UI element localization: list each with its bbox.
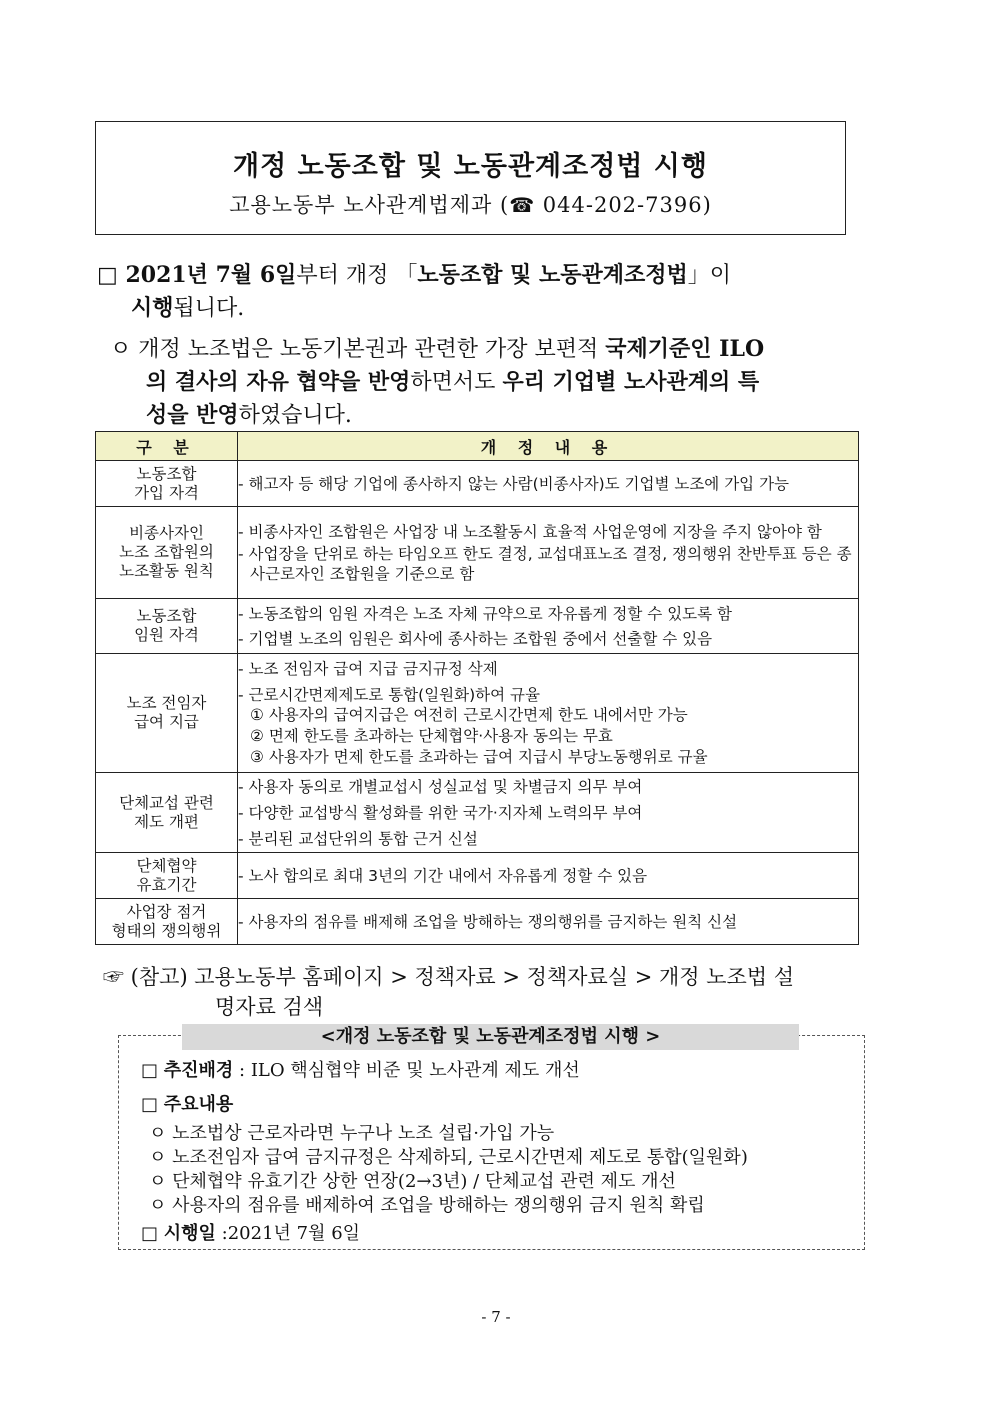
intro-date: 2021년 7월 6일 — [117, 262, 297, 288]
row-category — [96, 507, 238, 599]
table-row — [96, 507, 859, 599]
row-category — [96, 654, 238, 773]
content-item: - 사용자의 점유를 배제해 조업을 방해하는 쟁의행위를 금지하는 원칙 신설 — [238, 912, 738, 931]
reference-text: 명자료 검색 — [215, 995, 324, 1019]
category-line: 노조 전임자 — [126, 694, 207, 712]
detail-text-bold: 성을 반영 — [146, 402, 239, 428]
page-title: 개정 노동조합 및 노동관계조정법 시행 — [233, 151, 708, 182]
intro-text: 」이 — [687, 263, 731, 288]
content-item: - 노조 전임자 급여 지급 금지규정 삭제 — [238, 659, 498, 678]
table-header-row — [96, 432, 859, 461]
reference-text: (참고) 고용노동부 홈페이지 > 정책자료 > 정책자료실 > 개정 노조법 설 — [124, 965, 795, 989]
circle-bullet: ㅇ — [110, 337, 132, 362]
checkbox-bullet: □ — [141, 1060, 159, 1081]
summary-item: ㅇ 노조전임자 급여 금지규정은 삭제하되, 근로시간면제 제도로 통합(일원화) — [149, 1147, 748, 1168]
detail-text: 하였습니다. — [238, 403, 352, 428]
summary-label: 추진배경 — [163, 1060, 234, 1081]
content-item: - 사용자 동의로 개별교섭시 성실교섭 및 차별금지 의무 부여 — [238, 777, 643, 796]
category-line: 제도 개편 — [134, 812, 199, 831]
category-line: 단체협약 — [136, 856, 197, 875]
content-item: - 다양한 교섭방식 활성화를 위한 국가·지자체 노력의무 부여 — [238, 803, 643, 822]
summary-date-line — [141, 1222, 360, 1246]
department-line — [96, 189, 845, 219]
row-category — [96, 899, 238, 945]
summary-item: ㅇ 사용자의 점유를 배제하여 조업을 방해하는 쟁의행위 금지 원칙 확립 — [149, 1195, 705, 1216]
category-line: 비종사자인 — [129, 524, 204, 542]
table-row — [96, 461, 859, 507]
summary-title: <개정 노동조합 및 노동관계조정법 시행 > — [182, 1024, 799, 1050]
category-line: 노조활동 원칙 — [119, 562, 214, 580]
intro-text: 부터 개정 「 — [296, 263, 418, 288]
header-content: 개 정 내 용 — [238, 432, 859, 461]
content-item: - 해고자 등 해당 기업에 종사하지 않는 사람(비종사자)도 기업별 노조에 가입 가능 — [238, 474, 790, 493]
telephone-icon: ☎ — [509, 193, 536, 217]
row-content — [238, 599, 859, 654]
summary-label: 주요내용 — [163, 1094, 234, 1115]
summary-label: 시행일 — [163, 1223, 216, 1244]
content-item: - 노동조합의 임원 자격은 노조 자체 규약으로 자유롭게 정할 수 있도록 함 — [238, 604, 733, 623]
row-content — [238, 654, 859, 773]
summary-background-line — [141, 1059, 580, 1083]
intro-paragraph — [97, 259, 857, 325]
detail-text: 개정 노조법은 노동기본권과 관련한 가장 보편적 — [131, 337, 606, 362]
content-item: - 근로시간면제제도로 통합(일원화)하여 규율 — [238, 685, 540, 704]
content-item: - 분리된 교섭단위의 통합 근거 신설 — [238, 829, 478, 848]
summary-text: : ILO 핵심협약 비준 및 노사관계 제도 개선 — [233, 1060, 580, 1081]
content-subitem: ② 면제 한도를 초과하는 단체협약·사용자 동의는 무효 — [250, 726, 613, 745]
content-item: - 노사 합의로 최대 3년의 기간 내에서 자유롭게 정할 수 있음 — [238, 866, 648, 885]
summary-item: ㅇ 노조법상 근로자라면 누구나 노조 설립·가입 가능 — [149, 1123, 555, 1144]
detail-text-bold: 국제기준인 ILO — [605, 336, 765, 362]
summary-box — [118, 1026, 865, 1250]
row-content — [238, 461, 859, 507]
department-name: 고용노동부 노사관계법제과 ( — [229, 193, 510, 217]
checkbox-bullet: □ — [97, 263, 118, 288]
summary-item: ㅇ 단체협약 유효기간 상한 연장(2→3년) / 단체교섭 관련 제도 개선 — [149, 1171, 676, 1192]
reference-note — [103, 962, 898, 1022]
intro-text-bold: 시행 — [131, 295, 174, 321]
row-content — [238, 853, 859, 899]
category-line: 노동조합 — [136, 607, 197, 625]
row-category — [96, 461, 238, 507]
content-item: - 사업장을 단위로 하는 타임오프 한도 결정, 교섭대표노조 결정, 쟁의행위 찬반투표 등은 종사근로자인 조합원을 기준으로 함 — [238, 544, 852, 583]
content-subitem: ③ 사용자가 면제 한도를 초과하는 급여 지급시 부당노동행위로 규율 — [250, 747, 708, 766]
category-line: 임원 자격 — [134, 626, 199, 644]
detail-text-bold: 우리 기업별 노사관계의 특 — [502, 369, 760, 395]
category-line: 사업장 점거 — [126, 902, 207, 921]
row-category — [96, 773, 238, 853]
content-subitem: ① 사용자의 급여지급은 여전히 근로시간면제 한도 내에서만 가능 — [250, 705, 688, 724]
table-row — [96, 899, 859, 945]
row-content — [238, 899, 859, 945]
detail-text: 하면서도 — [410, 370, 503, 395]
row-content — [238, 773, 859, 853]
checkbox-bullet: □ — [141, 1223, 159, 1244]
row-category — [96, 853, 238, 899]
law-name: 노동조합 및 노동관계조정법 — [417, 262, 688, 288]
table-row — [96, 773, 859, 853]
category-line: 노조 조합원의 — [119, 543, 214, 561]
phone-number: 044-202-7396) — [535, 193, 712, 217]
pointing-hand-icon: ☞ — [103, 965, 124, 989]
content-item: - 비종사자인 조합원은 사업장 내 노조활동시 효율적 사업운영에 지장을 주지 않아야 함 — [238, 522, 822, 541]
title-box — [95, 121, 846, 235]
amendment-table — [95, 431, 859, 945]
page-number: - 7 - — [481, 1308, 511, 1326]
row-content — [238, 507, 859, 599]
table-row — [96, 853, 859, 899]
row-category — [96, 599, 238, 654]
category-line: 가입 자격 — [134, 483, 199, 502]
detail-text-bold: 의 결사의 자유 협약을 반영 — [146, 369, 411, 395]
category-line: 유효기간 — [136, 875, 197, 894]
category-line: 단체교섭 관련 — [119, 793, 214, 812]
summary-main-heading — [141, 1093, 233, 1117]
detail-paragraph — [110, 333, 895, 432]
table-row — [96, 599, 859, 654]
content-item: - 기업별 노조의 임원은 회사에 종사하는 조합원 중에서 선출할 수 있음 — [238, 629, 713, 648]
category-line: 급여 지급 — [134, 713, 199, 731]
category-line: 노동조합 — [136, 464, 197, 483]
summary-text: :2021년 7월 6일 — [215, 1223, 361, 1244]
checkbox-bullet: □ — [141, 1094, 159, 1115]
category-line: 형태의 쟁의행위 — [111, 921, 222, 940]
header-category: 구 분 — [96, 432, 238, 461]
table-row — [96, 654, 859, 773]
intro-text: 됩니다. — [173, 296, 245, 321]
